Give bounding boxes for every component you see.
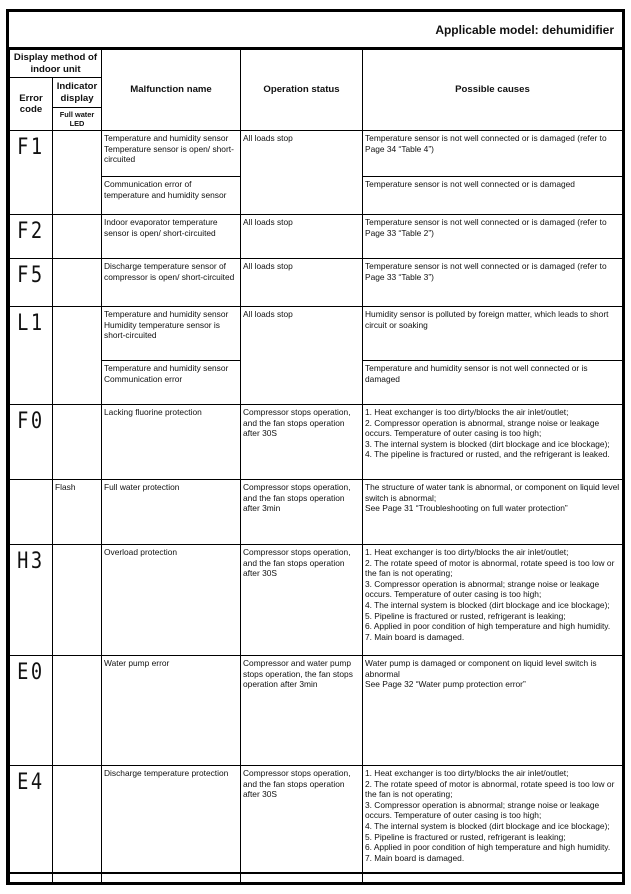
malfunction-name: Temperature and humidity sensor Temperature sensor is open/ short-circuited	[102, 131, 241, 177]
table-row	[10, 307, 623, 361]
possible-causes: Temperature sensor is not well connected or is damaged	[363, 177, 623, 215]
indicator-led-cell	[53, 656, 102, 766]
operation-status: Compressor stops operation, and the fan stops operation after 30S	[241, 405, 363, 480]
error-code: H3	[17, 549, 45, 574]
error-code: F5	[17, 263, 45, 288]
error-code-cell	[10, 766, 53, 883]
malfunction-name: Discharge temperature sensor of compressor is open/ short-circuited	[102, 259, 241, 307]
possible-causes: The structure of water tank is abnormal, or component on liquid level switch is abnormal; See Page 31 “Troubleshooting on full water protection”	[363, 480, 623, 545]
indicator-led-cell: Flash	[53, 480, 102, 545]
table-row	[10, 405, 623, 480]
indicator-led-cell	[53, 766, 102, 883]
malfunction-name: Discharge temperature protection	[102, 766, 241, 883]
error-code-cell	[10, 259, 53, 307]
indicator-display-header: Indicator display	[53, 78, 102, 108]
malfunction-name: Indoor evaporator temperature sensor is open/ short-circuited	[102, 215, 241, 259]
possible-causes: Temperature sensor is not well connected or is damaged (refer to Page 33 “Table 3”)	[363, 259, 623, 307]
model-header	[9, 12, 622, 49]
indicator-led-cell	[53, 545, 102, 656]
error-code-cell	[10, 215, 53, 259]
malfunction-name: Lacking fluorine protection	[102, 405, 241, 480]
possible-causes: Humidity sensor is polluted by foreign matter, which leads to short circuit or soaking	[363, 307, 623, 361]
indicator-led-cell	[53, 307, 102, 405]
possible-causes: Temperature and humidity sensor is not well connected or is damaged	[363, 361, 623, 405]
error-code: E4	[17, 770, 45, 795]
malfunction-name: Overload protection	[102, 545, 241, 656]
malfunction-name: Water pump error	[102, 656, 241, 766]
malfunction-name: Communication error of temperature and humidity sensor	[102, 177, 241, 215]
table-row	[10, 545, 623, 656]
error-code-cell	[10, 131, 53, 215]
operation-status: Compressor stops operation, and the fan stops operation after 30S	[241, 766, 363, 883]
table-row	[10, 259, 623, 307]
error-code-cell	[10, 405, 53, 480]
sheet-footer	[9, 872, 622, 882]
table-row	[10, 766, 623, 883]
table-row	[10, 480, 623, 545]
malfunction-name-header: Malfunction name	[102, 50, 241, 131]
error-code-table	[9, 49, 623, 883]
operation-status: All loads stop	[241, 307, 363, 405]
possible-causes: 1. Heat exchanger is too dirty/blocks the air inlet/outlet; 2. The rotate speed of motor is abnormal, rotate speed is too low or the fan is not operating; 3. Compressor operation is abnormal; strange noise or leakage occurs. Temperature of outer casing is too high; 4. The internal system is blocked (dirt blockage and ice blockage); 5. Pipeline is fractured or rusted, refrigerant is leaking; 6. Applied in poor condition of high temperature and high humidity. 7. Main board is damaged.	[363, 766, 623, 883]
indicator-led-cell	[53, 131, 102, 215]
indicator-led-cell	[53, 259, 102, 307]
possible-causes: Temperature sensor is not well connected or is damaged (refer to Page 34 “Table 4”)	[363, 131, 623, 177]
operation-status: All loads stop	[241, 259, 363, 307]
error-code-header: Error code	[10, 78, 53, 131]
malfunction-name: Temperature and humidity sensor Communication error	[102, 361, 241, 405]
table-row	[10, 215, 623, 259]
indicator-led-cell	[53, 215, 102, 259]
error-code-cell	[10, 656, 53, 766]
troubleshooting-sheet	[6, 9, 625, 885]
error-code: F2	[17, 219, 45, 244]
possible-causes: 1. Heat exchanger is too dirty/blocks the air inlet/outlet; 2. Compressor operation is abnormal, strange noise or leakage occurs. Temperature of outer casing is too high; 3. The internal system is blocked (dirt blockage and ice blockage); 4. The pipeline is fractured or rusted, and the refrigerant is leaked.	[363, 405, 623, 480]
possible-causes: Temperature sensor is not well connected or is damaged (refer to Page 33 “Table 2”)	[363, 215, 623, 259]
malfunction-name: Full water protection	[102, 480, 241, 545]
error-code: F0	[17, 409, 45, 434]
error-code-cell	[10, 480, 53, 545]
possible-causes: Water pump is damaged or component on liquid level switch is abnormal See Page 32 “Water pump protection error”	[363, 656, 623, 766]
error-code-cell	[10, 545, 53, 656]
full-water-led-header: Full water LED	[53, 108, 102, 131]
malfunction-name: Temperature and humidity sensor Humidity temperature sensor is short-circuited	[102, 307, 241, 361]
error-code: L1	[17, 311, 45, 336]
error-code: F1	[17, 135, 45, 160]
operation-status: Compressor and water pump stops operation, the fan stops operation after 3min	[241, 656, 363, 766]
operation-status: All loads stop	[241, 215, 363, 259]
error-code: E0	[17, 660, 45, 685]
operation-status: Compressor stops operation, and the fan stops operation after 30S	[241, 545, 363, 656]
operation-status: All loads stop	[241, 131, 363, 215]
operation-status-header: Operation status	[241, 50, 363, 131]
possible-causes-header: Possible causes	[363, 50, 623, 131]
error-code	[12, 486, 17, 490]
possible-causes: 1. Heat exchanger is too dirty/blocks the air inlet/outlet; 2. The rotate speed of motor is abnormal, rotate speed is too low or the fan is not operating; 3. Compressor operation is abnormal; strange noise or leakage occurs. Temperature of outer casing is too high; 4. The internal system is blocked (dirt blockage and ice blockage); 5. Pipeline is fractured or rusted, refrigerant is leaking; 6. Applied in poor condition of high temperature and high humidity. 7. Main board is damaged.	[363, 545, 623, 656]
table-row	[10, 131, 623, 177]
operation-status: Compressor stops operation, and the fan stops operation after 3min	[241, 480, 363, 545]
table-row	[10, 656, 623, 766]
indicator-led-cell	[53, 405, 102, 480]
error-code-cell	[10, 307, 53, 405]
display-method-header: Display method of indoor unit	[10, 50, 102, 78]
applicable-model: Applicable model: dehumidifier	[435, 23, 614, 37]
